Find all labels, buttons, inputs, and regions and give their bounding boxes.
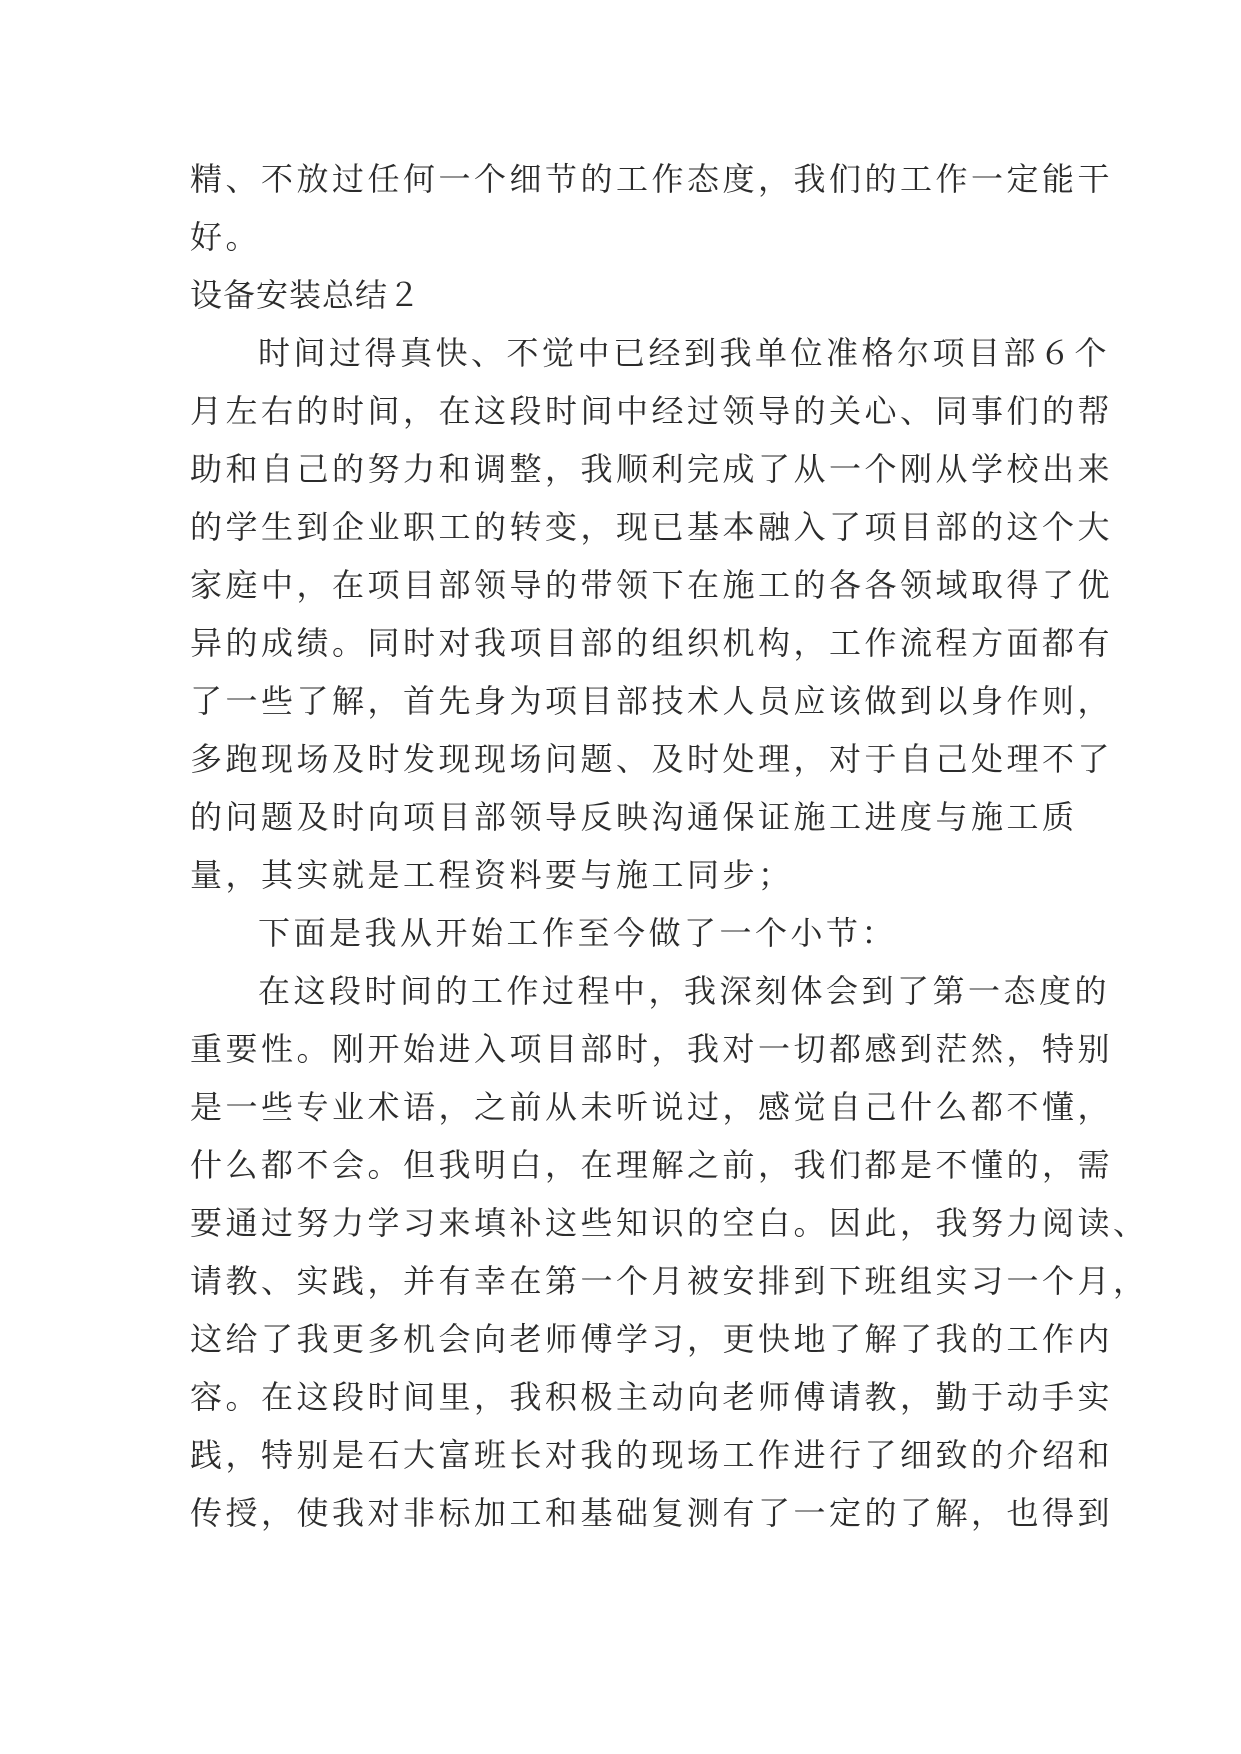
text-line: 异的成绩。同时对我项目部的组织机构，工作流程方面都有: [190, 624, 1114, 662]
text-line: 践，特别是石大富班长对我的现场工作进行了细致的介绍和: [190, 1436, 1114, 1474]
paragraph-first-line: 在这段时间的工作过程中，我深刻体会到了第一态度的: [258, 972, 1111, 1010]
text-line: 请教、实践，并有幸在第一个月被安排到下班组实习一个月，: [190, 1262, 1149, 1300]
text-line: 的问题及时向项目部领导反映沟通保证施工进度与施工质: [190, 798, 1078, 836]
text-line: 家庭中，在项目部领导的带领下在施工的各各领域取得了优: [190, 566, 1114, 604]
text-line: 助和自己的努力和调整，我顺利完成了从一个刚从学校出来: [190, 450, 1114, 488]
text-line: 重要性。刚开始进入项目部时，我对一切都感到茫然，特别: [190, 1030, 1114, 1068]
document-body: [190, 150, 1149, 1542]
text-line: 了一些了解，首先身为项目部技术人员应该做到以身作则，: [190, 682, 1114, 720]
text-line: 的学生到企业职工的转变，现已基本融入了项目部的这个大: [190, 508, 1114, 546]
paragraph-first-line: 时间过得真快、不觉中已经到我单位准格尔项目部６个: [258, 334, 1111, 372]
text-line: 量，其实就是工程资料要与施工同步；: [190, 856, 794, 894]
text-line: 多跑现场及时发现现场问题、及时处理，对于自己处理不了: [190, 740, 1114, 778]
text-line: 传授，使我对非标加工和基础复测有了一定的了解，也得到: [190, 1494, 1114, 1532]
text-line: 精、不放过任何一个细节的工作态度，我们的工作一定能干: [190, 160, 1114, 198]
text-line: 是一些专业术语，之前从未听说过，感觉自己什么都不懂，: [190, 1088, 1114, 1126]
paragraph-first-line: 下面是我从开始工作至今做了一个小节：: [258, 914, 898, 952]
text-line: 好。: [190, 218, 262, 256]
text-line: 什么都不会。但我明白，在理解之前，我们都是不懂的，需: [190, 1146, 1114, 1184]
section-title: 设备安装总结２: [190, 276, 422, 314]
text-line: 月左右的时间，在这段时间中经过领导的关心、同事们的帮: [190, 392, 1114, 430]
text-line: 要通过努力学习来填补这些知识的空白。因此，我努力阅读、: [190, 1204, 1149, 1242]
text-line: 容。在这段时间里，我积极主动向老师傅请教，勤于动手实: [190, 1378, 1114, 1416]
text-line: 这给了我更多机会向老师傅学习，更快地了解了我的工作内: [190, 1320, 1114, 1358]
